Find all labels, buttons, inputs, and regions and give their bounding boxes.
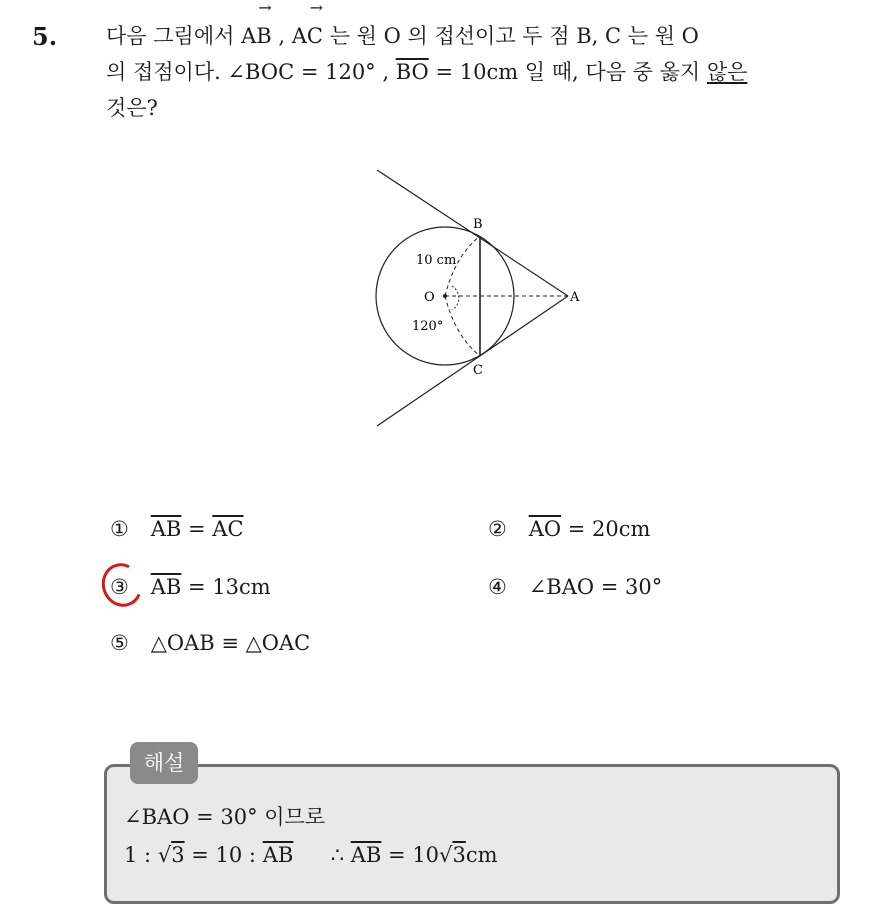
angle-arc [452,286,459,310]
choice-5[interactable]: ⑤ △OAB ≡ △OAC [110,628,310,658]
choice-2[interactable]: ② $\overline{AO} = 20cm$ [488,514,650,544]
choice-3-mark: ③ [110,575,129,599]
question-stem [106,18,866,126]
sqrt-symbol: √3 [157,843,185,867]
emphasis-not: 않은 [706,60,748,84]
choice-1-mark: ① [110,517,129,541]
choice-5-mark: ⑤ [110,631,129,655]
stem-line-2: 의 접점이다. ∠BOC = 120° , $\overline{BO} = 10cm$ 일 때, 다음 중 옳지 않은 [106,60,748,84]
vector-ac: → AC [292,18,323,54]
tangent-line-ac [377,296,568,426]
label-c: C [473,363,483,378]
solution-line-2: 1 : √3 = 10 : $\overline{AB}$ ∴ $\overline{AB} = 10√3cm$ [124,840,498,870]
sqrt-symbol-2: √3 [439,843,466,867]
solution-box [104,764,840,904]
choice-2-mark: ② [488,517,507,541]
label-a: A [570,290,580,305]
solution-line-1: ∠BAO = 30° 이므로 [124,805,326,829]
geometry-figure [360,160,600,440]
choice-3-seg: $\overline{AB}$ [150,575,182,599]
stem-line-1: 다음 그림에서 → AB , → AC 는 원 O 의 접선이고 두 점 B, C 는 원 O [106,18,866,54]
choice-1-seg: $\overline{AB}$ [150,517,182,541]
stem-line-3: 것은? [106,96,158,120]
radius-oc [445,296,480,356]
choice-1-seg2: $\overline{AC}$ [212,517,244,541]
choice-1[interactable]: ① $\overline{AB} = \overline{AC}$ [110,514,244,544]
vector-ab: → AB [241,18,272,54]
choice-3[interactable]: ③ $\overline{AB} = 13cm$ [110,572,271,602]
choice-4-mark: ④ [488,575,507,599]
choice-2-seg: $\overline{AO}$ [528,517,562,541]
segment-bo: $\overline{BO}$ [395,60,429,84]
label-b: B [473,217,483,232]
choice-4[interactable]: ④ ∠BAO = 30° [488,572,662,602]
label-angle: 120° [412,319,444,334]
solution-tag: 해설 [130,742,198,784]
center-point [443,294,447,298]
question-number: 5. [32,22,58,51]
label-o: O [424,290,435,305]
label-radius: 10 cm [416,253,457,268]
